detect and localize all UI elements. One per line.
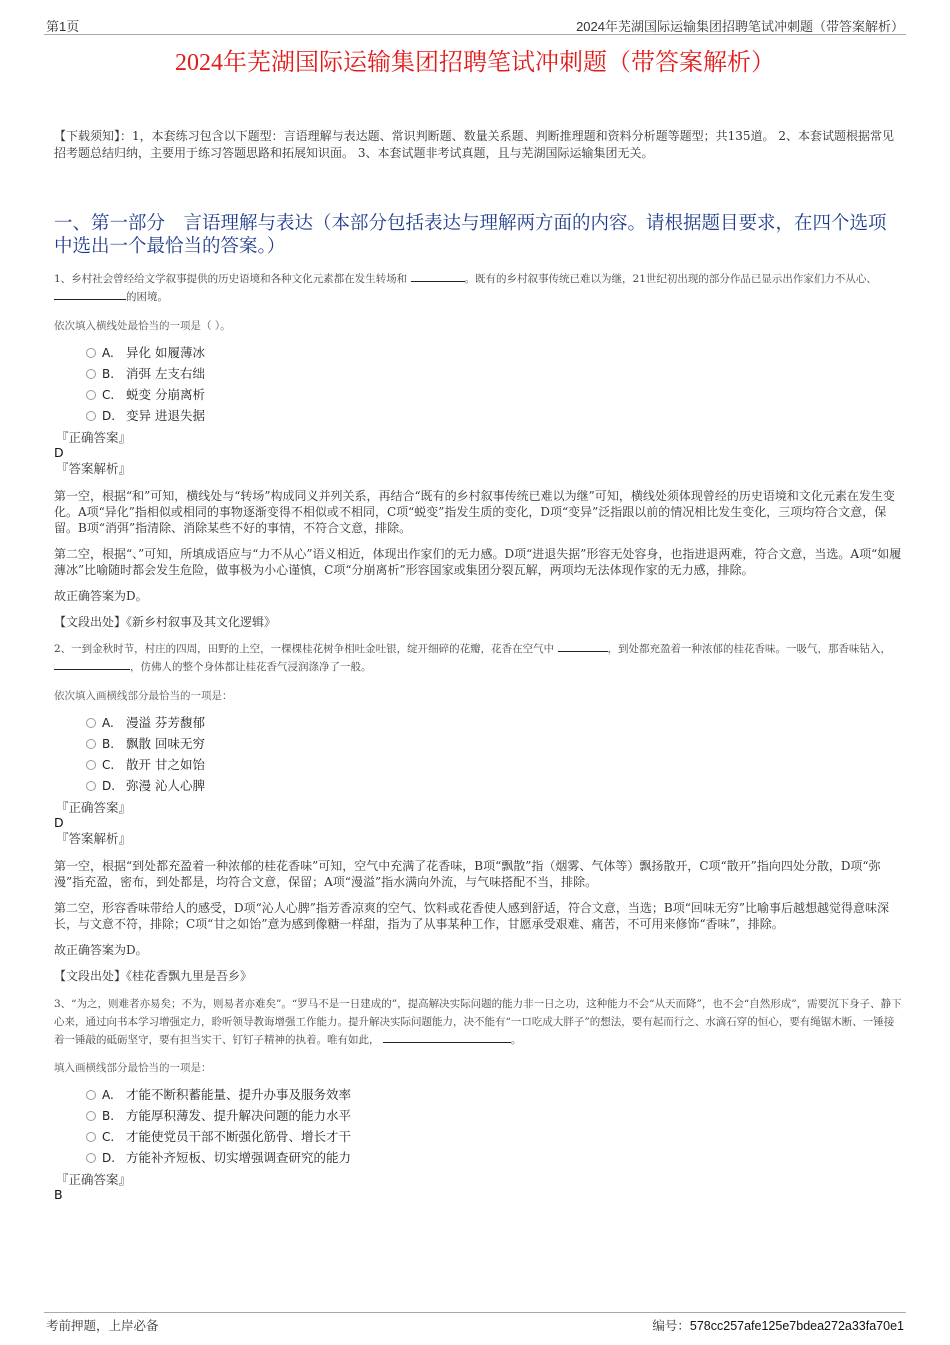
question-1-stem: 1、乡村社会曾经给文学叙事提供的历史语境和各种文化元素都在发生转场和 。既有的乡村叙事传统已难以为继，21世纪初出现的部分作品已显示出作家们力不从心、 的困境。	[54, 273, 877, 303]
analysis-label: 『答案解析』	[56, 461, 132, 476]
question-1-prompt: 依次填入横线处最恰当的一项是（ ）。	[54, 320, 231, 332]
option-c[interactable]: C. 蜕变 分崩离析	[86, 384, 205, 405]
page-number: 第1页	[46, 19, 80, 34]
footer-slogan: 考前押题，上岸必备	[46, 1318, 159, 1333]
source-citation: 【文段出处】《桂花香飘九里是吾乡》	[54, 969, 253, 983]
option-c[interactable]: C. 散开 甘之如饴	[86, 754, 205, 775]
radio-button[interactable]	[86, 348, 96, 358]
correct-answer-label: 『正确答案』	[56, 1172, 132, 1187]
radio-button[interactable]	[86, 1132, 96, 1142]
option-d[interactable]: D. 变异 进退失据	[86, 405, 205, 426]
radio-button[interactable]	[86, 739, 96, 749]
question-3-prompt: 填入画横线部分最恰当的一项是：	[54, 1062, 212, 1074]
radio-button[interactable]	[86, 1111, 96, 1121]
page-footer	[44, 1312, 906, 1333]
correct-answer-label: 『正确答案』	[56, 430, 132, 445]
question-1-options	[86, 342, 205, 426]
analysis-paragraph: 第二空，根据“、”可知，所填成语应与“力不从心”语义相近，体现出作家们的无力感。D项“进退失据”形容无处容身，也指进退两难，符合文意，当选。A项“如履薄冰”比喻随时都会发生危险，做事极为小心谨慎，C项“分崩离析”形容国家或集团分裂瓦解，两项均无法体现作家的无力感，排除。	[54, 547, 902, 577]
fill-blank	[411, 271, 465, 282]
analysis-conclusion: 故正确答案为D。	[54, 943, 148, 957]
option-b[interactable]: B. 消弭 左支右绌	[86, 363, 205, 384]
fill-blank	[558, 641, 608, 652]
option-a[interactable]: A. 异化 如履薄冰	[86, 342, 205, 363]
option-d[interactable]: D. 弥漫 沁人心脾	[86, 775, 205, 796]
question-3-options	[86, 1084, 351, 1168]
radio-button[interactable]	[86, 411, 96, 421]
correct-answer-label: 『正确答案』	[56, 800, 132, 815]
analysis-paragraph: 第一空，根据“到处都充盈着一种浓郁的桂花香味”可知，空气中充满了花香味，B项“飘散”指（烟雾、气体等）飘扬散开，C项“散开”指向四处分散，D项“弥漫”指充盈，密布，到处都是，均符合文意，保留；A项“漫溢”指水满向外流，与气味搭配不当，排除。	[54, 859, 881, 889]
analysis-label: 『答案解析』	[56, 831, 132, 846]
source-citation: 【文段出处】《新乡村叙事及其文化逻辑》	[54, 615, 277, 629]
question-2-stem: 2、一到金秋时节，村庄的四周，田野的上空，一棵棵桂花树争相吐金吐银，绽开细碎的花瓣，花香在空气中 ，到处都充盈着一种浓郁的桂花香味。一吸气，那香味钻入， ，仿佛人的整个身体都让桂花香气浸润涤净了一般。	[54, 643, 892, 673]
fill-blank	[54, 289, 126, 300]
fill-blank	[54, 659, 130, 670]
correct-answer: D	[54, 445, 64, 460]
option-a[interactable]: A. 才能不断积蓄能量、提升办事及服务效率	[86, 1084, 351, 1105]
document-code: 编号：578cc257afe125e7bdea272a33fa70e1	[652, 1319, 904, 1333]
option-a[interactable]: A. 漫溢 芬芳馥郁	[86, 712, 205, 733]
analysis-paragraph: 第一空，根据“和”可知，横线处与“转场”构成同义并列关系，再结合“既有的乡村叙事传统已难以为继”可知，横线处须体现曾经的历史语境和文化元素在发生变化。A项“异化”指相似或相同的事物逐渐变得不相似或不相同，C项“蜕变”指发生质的变化，D项“变异”泛指跟以前的情况相比发生变化，三项均符合文意，保留。B项“消弭”指清除、消除某些不好的事情，不符合文意，排除。	[54, 489, 895, 535]
question-3-stem: 3、“为之，则难者亦易矣；不为，则易者亦难矣”。“罗马不是一日建成的”，提高解决实际问题的能力非一日之功，这种能力不会“从天而降”，也不会“自然形成”，需要沉下身子、静下心来，通过向书本学习增强定力，聆听领导教诲增强工作能力。提升解决实际问题能力，决不能有“一口吃成大胖子”的想法，要有起而行之、水滴石穿的恒心，要有绳锯木断、一锤接着一锤敲的砥砺坚守，要有担当实干、钉钉子精神的执着。唯有如此， 。	[54, 998, 902, 1046]
option-d[interactable]: D. 方能补齐短板、切实增强调查研究的能力	[86, 1147, 351, 1168]
option-c[interactable]: C. 才能使党员干部不断强化筋骨、增长才干	[86, 1126, 351, 1147]
correct-answer: B	[54, 1187, 63, 1202]
question-2-prompt: 依次填入画横线部分最恰当的一项是：	[54, 690, 233, 702]
option-b[interactable]: B. 飘散 回味无穷	[86, 733, 205, 754]
radio-button[interactable]	[86, 760, 96, 770]
radio-button[interactable]	[86, 1090, 96, 1100]
download-notice: 【下载须知】：1，本套练习包含以下题型：言语理解与表达题、常识判断题、数量关系题、判断推理题和资料分析题等题型；共135道。 2、本套试题根据常见招考题总结归纳，主要用于练习答题思路和拓展知识面。 3、本套试题非考试真题，且与芜湖国际运输集团无关。	[54, 129, 894, 160]
radio-button[interactable]	[86, 369, 96, 379]
section-title: 一、第一部分 言语理解与表达（本部分包括表达与理解两方面的内容。请根据题目要求，在四个选项中选出一个最恰当的答案。）	[54, 214, 887, 257]
radio-button[interactable]	[86, 390, 96, 400]
correct-answer: D	[54, 815, 64, 830]
option-b[interactable]: B. 方能厚积薄发、提升解决问题的能力水平	[86, 1105, 351, 1126]
question-2-options	[86, 712, 205, 796]
radio-button[interactable]	[86, 781, 96, 791]
document-title: 2024年芜湖国际运输集团招聘笔试冲刺题（带答案解析）	[175, 50, 775, 76]
radio-button[interactable]	[86, 1153, 96, 1163]
header-doc-title: 2024年芜湖国际运输集团招聘笔试冲刺题（带答案解析）	[576, 19, 904, 34]
page-header	[44, 14, 906, 35]
fill-blank	[383, 1032, 511, 1043]
analysis-conclusion: 故正确答案为D。	[54, 589, 148, 603]
analysis-paragraph: 第二空，形容香味带给人的感受，D项“沁人心脾”指芳香凉爽的空气、饮料或花香使人感到舒适，符合文意，当选；B项“回味无穷”比喻事后越想越觉得意味深长，与文意不符，排除；C项“甘之如饴”意为感到像糖一样甜，指为了从事某种工作，甘愿承受艰难、痛苦，不可用来修饰“香味”，排除。	[54, 901, 889, 931]
radio-button[interactable]	[86, 718, 96, 728]
